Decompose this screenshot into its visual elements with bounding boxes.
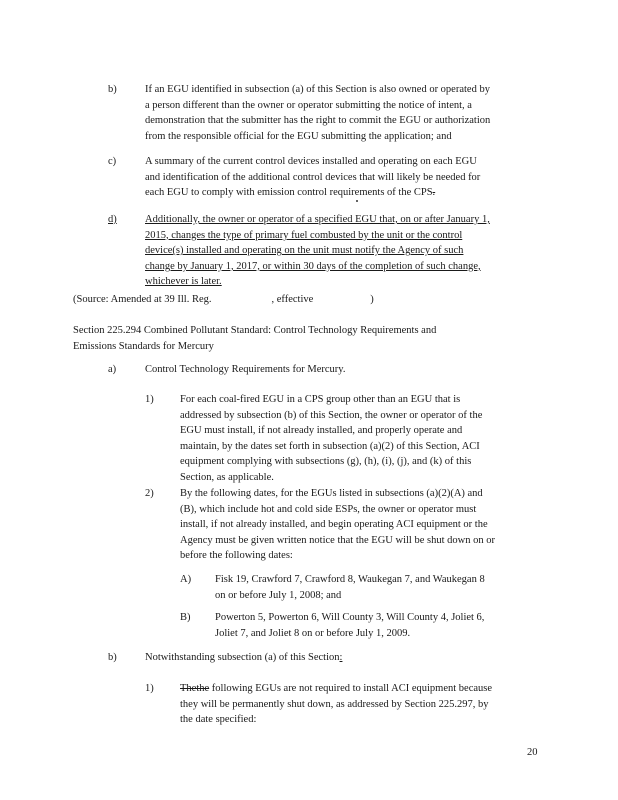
item-text-B (215, 610, 484, 641)
source-close: ) (370, 294, 374, 305)
item-label-d: d) (108, 214, 117, 225)
item-text-d (145, 212, 490, 290)
item-b-line: If an EGU identified in subsection (a) of this Section is also owned or operated by (145, 84, 490, 95)
item-A-line: Fisk 19, Crawford 7, Crawford 8, Waukegan 7, and Waukegan 8 (215, 574, 485, 585)
item-text-A (215, 572, 485, 603)
item-text-b1 (180, 681, 492, 728)
item-a2-line: install, if not already installed, and begin operating ACI equipment or the (180, 519, 488, 531)
source-note (73, 292, 374, 308)
item-a1-line: Section, as applicable. (180, 471, 274, 483)
item-label-b: b) (108, 84, 117, 95)
section-heading-line: Emissions Standards for Mercury (73, 340, 214, 352)
item-c-line-text: each EGU to comply with emission control requirements of the CPS (145, 187, 433, 199)
source-effective: , effective (271, 294, 314, 305)
item-text-c (145, 154, 480, 201)
subsection-b-text: Notwithstanding subsection (a) of this Section (145, 652, 340, 663)
subsection-label-b: b) (108, 652, 117, 663)
subsection-label-a: a) (108, 364, 117, 375)
section-heading-line: Section 225.294 Combined Pollutant Standard: Control Technology Requirements and (73, 325, 437, 336)
item-label-b1: 1) (145, 683, 154, 694)
item-c-line: and identification of the additional control devices that will likely be needed for (145, 171, 481, 183)
section-heading (73, 323, 436, 354)
item-a2-line: Agency must be given written notice that the EGU will be shut down on or (180, 534, 495, 546)
item-a2-line: By the following dates, for the EGUs listed in subsections (a)(2)(A) and (180, 488, 483, 499)
item-b1-line1-rest: following EGUs are not required to install ACI equipment because (209, 683, 493, 694)
source-prefix: (Source: Amended at 39 Ill. Reg. (73, 294, 212, 305)
item-text-b (145, 82, 490, 144)
inserted-colon: : (339, 652, 343, 663)
item-d-line: whichever is later. (145, 276, 222, 288)
item-a2-line: (B), which include hot and cold side ESPs, the owner or operator must (180, 503, 477, 515)
subsection-title-a: Control Technology Requirements for Mercury. (145, 364, 346, 375)
item-text-a2 (180, 486, 495, 564)
item-d-line: device(s) installed and operating on the unit must notify the Agency of such (145, 245, 464, 257)
item-label-a2: 2) (145, 488, 154, 499)
item-d-line: change by January 1, 2017, or within 30 days of the completion of such change, (145, 260, 481, 272)
item-c-line (145, 185, 480, 201)
item-a1-line: For each coal-fired EGU in a CPS group other than an EGU that is (180, 394, 461, 405)
item-b1-line (180, 681, 492, 697)
item-a1-line: EGU must install, if not already installed, and properly operate and (180, 425, 463, 437)
item-c-line: A summary of the current control devices installed and operating on each EGU (145, 156, 477, 167)
item-B-line: Joliet 7, and Joliet 8 on or before July 1, 2009. (215, 627, 411, 639)
item-label-A: A) (180, 574, 192, 585)
item-b1-line: they will be permanently shut down, as addressed by Section 225.297, by (180, 698, 489, 710)
item-label-c: c) (108, 156, 117, 167)
item-text-a1 (180, 392, 482, 486)
item-b-line: demonstration that the submitter has the right to commit the EGU or authorization (145, 115, 491, 127)
item-label-B: B) (180, 612, 191, 623)
subsection-text-b (145, 650, 342, 666)
item-B-line: Powerton 5, Powerton 6, Will County 3, Will County 4, Joliet 6, (215, 612, 485, 623)
page-number: 20 (527, 747, 538, 758)
struck-period: . (432, 187, 436, 199)
item-d-line: 2015, changes the type of primary fuel combusted by the unit or the control (145, 229, 463, 241)
item-a1-line: addressed by subsection (b) of this Section, the owner or operator of the (180, 409, 483, 421)
item-b-line: from the responsible official for the EGU submitting the application; and (145, 130, 452, 142)
struck-word: Thethe (180, 683, 210, 694)
item-a1-line: equipment complying with subsections (g), (h), (i), (j), and (k) of this (180, 456, 472, 468)
item-d-line: Additionally, the owner or operator of a specified EGU that, on or after January 1, (145, 214, 490, 225)
item-b1-line: the date specified: (180, 714, 257, 726)
item-a2-line: before the following dates: (180, 550, 293, 562)
item-a1-line: maintain, by the dates set forth in subsection (a)(2) of this Section, ACI (180, 440, 480, 452)
item-A-line: on or before July 1, 2008; and (215, 589, 342, 601)
item-b-line: a person different than the owner or operator submitting the notice of intent, a (145, 99, 472, 111)
stray-mark (356, 200, 358, 202)
item-label-a1: 1) (145, 394, 154, 405)
